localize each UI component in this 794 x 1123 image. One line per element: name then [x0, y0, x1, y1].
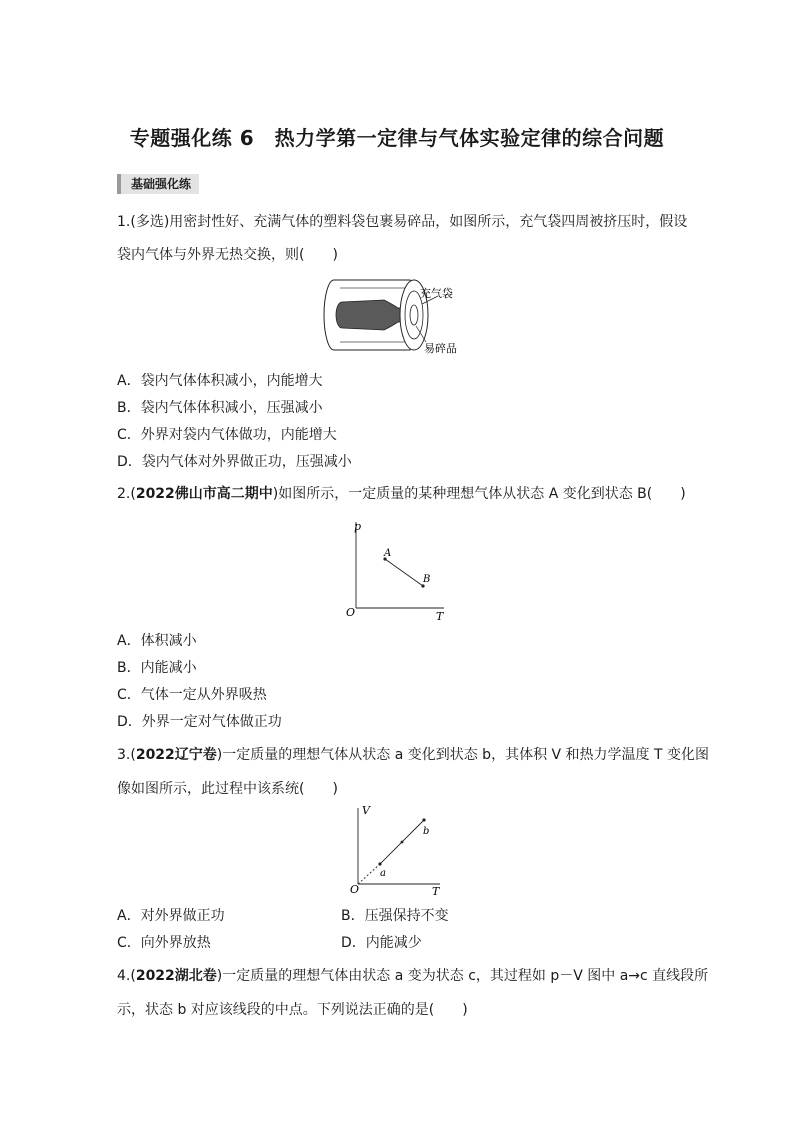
- question-2-option-d: D．外界一定对气体做正功: [117, 714, 282, 730]
- y-axis-label: p: [354, 520, 362, 533]
- x-axis-label: T: [436, 610, 444, 622]
- point-a-label: a: [380, 868, 386, 879]
- page-title: 专题强化练 6 热力学第一定律与气体实验定律的综合问题: [129, 126, 665, 150]
- origin-label: O: [350, 883, 360, 896]
- x-axis-label: T: [432, 885, 440, 898]
- point-a-label: A: [384, 548, 392, 559]
- question-1-text-line1: 1.(多选)用密封性好、充满气体的塑料袋包裹易碎品，如图所示，充气袋四周被挤压时，假设: [117, 214, 688, 230]
- question-2-text: 2.(2022佛山市高二期中)如图所示，一定质量的某种理想气体从状态 A 变化到状态 B( ): [117, 486, 686, 502]
- question-1-option-a: A．袋内气体体积减小，内能增大: [117, 373, 323, 389]
- section-label: 基础强化练: [117, 174, 199, 194]
- question-1-text-line2: 袋内气体与外界无热交换，则( ): [117, 247, 338, 263]
- question-4-text-line2: 示，状态 b 对应该线段的中点。下列说法正确的是( ): [117, 1002, 468, 1018]
- question-1-option-c: C．外界对袋内气体做功，内能增大: [117, 427, 337, 443]
- point-b-label: B: [423, 574, 431, 585]
- figure-label-bag: 充气袋: [420, 287, 453, 300]
- question-4-source: 2022湖北卷: [135, 968, 217, 984]
- question-2-option-a: A．体积减小: [117, 633, 197, 649]
- question-1-option-b: B．袋内气体体积减小，压强减小: [117, 400, 323, 416]
- question-2-option-c: C．气体一定从外界吸热: [117, 687, 267, 703]
- question-3-option-d: D．内能减少: [341, 935, 422, 951]
- point-b-label: b: [423, 826, 430, 837]
- question-3-option-b: B．压强保持不变: [341, 908, 449, 924]
- question-3-source: 2022辽宁卷: [135, 747, 217, 763]
- p-t-graph: [340, 516, 452, 622]
- question-2-source: 2022佛山市高二期中: [135, 486, 273, 502]
- origin-label: O: [346, 606, 356, 619]
- packaging-bag-figure: [318, 274, 478, 362]
- question-3-option-a: A．对外界做正功: [117, 908, 225, 924]
- figure-label-item: 易碎品: [424, 342, 457, 355]
- v-t-graph: [344, 804, 446, 898]
- question-3-option-c: C．向外界放热: [117, 935, 211, 951]
- question-3-text-line1: 3.(2022辽宁卷)一定质量的理想气体从状态 a 变化到状态 b，其体积 V 和热力学温度 T 变化图: [117, 747, 710, 763]
- question-3-text-line2: 像如图所示，此过程中该系统( ): [117, 781, 338, 797]
- question-1-option-d: D．袋内气体对外界做正功，压强减小: [117, 454, 352, 470]
- y-axis-label: V: [362, 804, 370, 817]
- question-4-text-line1: 4.(2022湖北卷)一定质量的理想气体由状态 a 变为状态 c，其过程如 p－V 图中 a→c 直线段所: [117, 968, 709, 984]
- question-2-option-b: B．内能减小: [117, 660, 197, 676]
